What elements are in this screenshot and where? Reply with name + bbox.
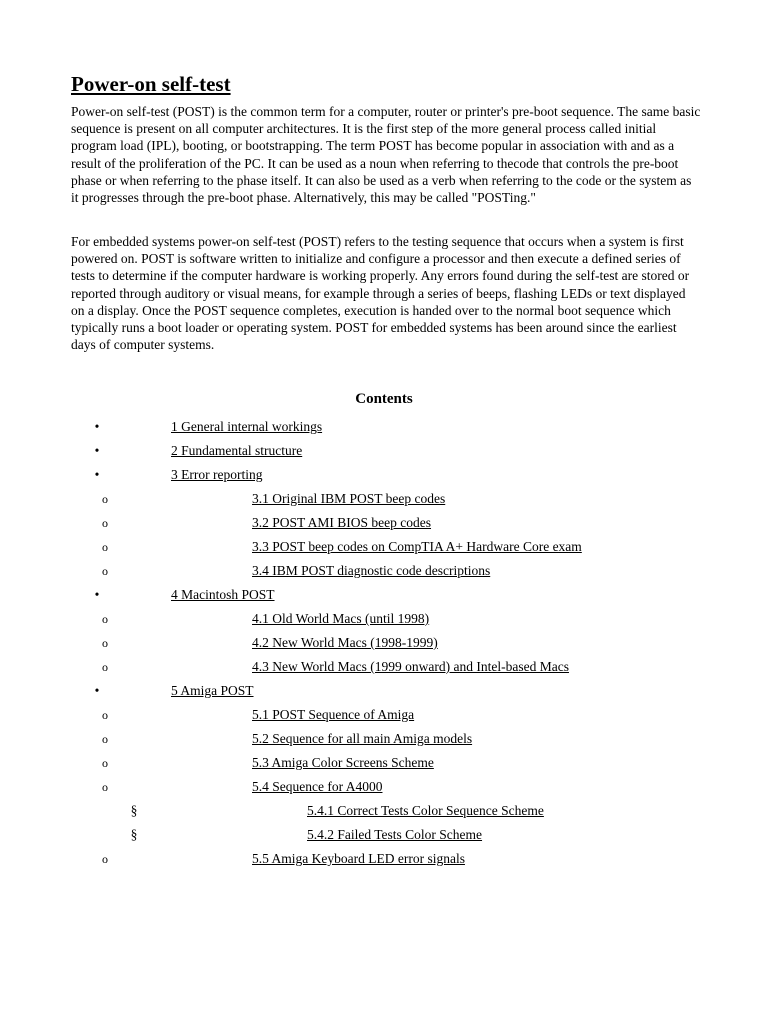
toc-link-new-world-macs-1998-1999[interactable]: 4.2 New World Macs (1998-1999): [252, 635, 438, 650]
toc-link-macintosh-post[interactable]: 4 Macintosh POST: [171, 587, 275, 602]
toc-link-correct-tests-color-sequence[interactable]: 5.4.1 Correct Tests Color Sequence Scheme: [307, 803, 544, 818]
bullet-marker: •: [94, 467, 100, 482]
bullet-marker: •: [94, 419, 100, 434]
toc-link-fundamental-structure[interactable]: 2 Fundamental structure: [171, 443, 303, 458]
circle-marker: o: [102, 732, 108, 746]
circle-marker: o: [102, 612, 108, 626]
toc-link-sequence-for-a4000[interactable]: 5.4 Sequence for A4000: [252, 779, 383, 794]
contents-heading: Contents: [355, 391, 413, 407]
toc-item-3-3: [0, 537, 768, 557]
toc-link-comptia-beep-codes[interactable]: 3.3 POST beep codes on CompTIA A+ Hardware Core exam: [252, 539, 582, 554]
toc-link-original-ibm-post-beep-codes[interactable]: 3.1 Original IBM POST beep codes: [252, 491, 446, 506]
toc-link-amiga-post[interactable]: 5 Amiga POST: [171, 683, 254, 698]
toc-link-new-world-macs-1999-onward[interactable]: 4.3 New World Macs (1999 onward) and Intel-based Macs: [252, 659, 569, 674]
circle-marker: o: [102, 852, 108, 866]
toc-item-3-1: [0, 489, 768, 509]
toc-item-5-5: [0, 849, 768, 869]
toc-link-error-reporting[interactable]: 3 Error reporting: [171, 467, 263, 482]
toc-link-post-ami-bios-beep-codes[interactable]: 3.2 POST AMI BIOS beep codes: [252, 515, 432, 530]
toc-link-sequence-main-amiga-models[interactable]: 5.2 Sequence for all main Amiga models: [252, 731, 473, 746]
intro-paragraph: Power-on self-test (POST) is the common term for a computer, router or printer's pre-boot sequence. The same basic sequence is present on all computer architectures. It is the first step of the more general process called initial program load (IPL), booting, or bootstrapping. The term POST has become popular in association with and as a result of the proliferation of the PC. It can be used as a noun when referring to thecode that controls the pre-boot phase or when referring to the phase itself. It can also be used as a verb when referring to the code or the system as it progresses through the pre-boot phase. Alternatively, this may be called "POSTing.": [71, 104, 701, 206]
section-marker: §: [130, 803, 138, 818]
circle-marker: o: [102, 708, 108, 722]
toc-item-2: [0, 441, 768, 461]
toc-link-post-sequence-of-amiga[interactable]: 5.1 POST Sequence of Amiga: [252, 707, 415, 722]
toc-link-general-internal-workings[interactable]: 1 General internal workings: [171, 419, 323, 434]
circle-marker: o: [102, 516, 108, 530]
toc-item-5: [0, 681, 768, 701]
toc-item-3-4: [0, 561, 768, 581]
circle-marker: o: [102, 660, 108, 674]
page-title: Power-on self-test: [71, 72, 231, 96]
section-marker: §: [130, 827, 138, 842]
toc-link-failed-tests-color-scheme[interactable]: 5.4.2 Failed Tests Color Scheme: [307, 827, 483, 842]
bullet-marker: •: [94, 683, 100, 698]
circle-marker: o: [102, 756, 108, 770]
toc-item-3-2: [0, 513, 768, 533]
circle-marker: o: [102, 540, 108, 554]
bullet-marker: •: [94, 587, 100, 602]
toc-item-5-4-1: [0, 801, 768, 821]
toc-item-3: [0, 465, 768, 485]
circle-marker: o: [102, 564, 108, 578]
toc-item-5-1: [0, 705, 768, 725]
toc-item-4-2: [0, 633, 768, 653]
toc-item-1: [0, 417, 768, 437]
circle-marker: o: [102, 636, 108, 650]
toc-item-4-1: [0, 609, 768, 629]
toc-item-5-2: [0, 729, 768, 749]
toc-link-amiga-color-screens-scheme[interactable]: 5.3 Amiga Color Screens Scheme: [252, 755, 434, 770]
circle-marker: o: [102, 780, 108, 794]
circle-marker: o: [102, 492, 108, 506]
toc-link-old-world-macs[interactable]: 4.1 Old World Macs (until 1998): [252, 611, 430, 626]
bullet-marker: •: [94, 443, 100, 458]
toc-link-ibm-post-diagnostic-codes[interactable]: 3.4 IBM POST diagnostic code descriptions: [252, 563, 491, 578]
toc-link-amiga-keyboard-led-error-signals[interactable]: 5.5 Amiga Keyboard LED error signals: [252, 851, 465, 866]
embedded-systems-paragraph: For embedded systems power-on self-test (POST) refers to the testing sequence that occurs when a system is first powered on. POST is software written to initialize and configure a processor and then execute a defined series of tests to determine if the computer hardware is working properly. Any errors found during the self-test are stored or reported through auditory or visual means, for example through a series of beeps, flashing LEDs or text displayed on a display. Once the POST sequence completes, execution is handed over to the normal boot sequence which typically runs a boot loader or operating system. POST for embedded systems has been around since the earliest days of computer systems.: [71, 234, 690, 353]
toc-item-4: [0, 585, 768, 605]
toc-item-5-4: [0, 777, 768, 797]
toc-item-5-4-2: [0, 825, 768, 845]
toc-item-5-3: [0, 753, 768, 773]
toc-item-4-3: [0, 657, 768, 677]
